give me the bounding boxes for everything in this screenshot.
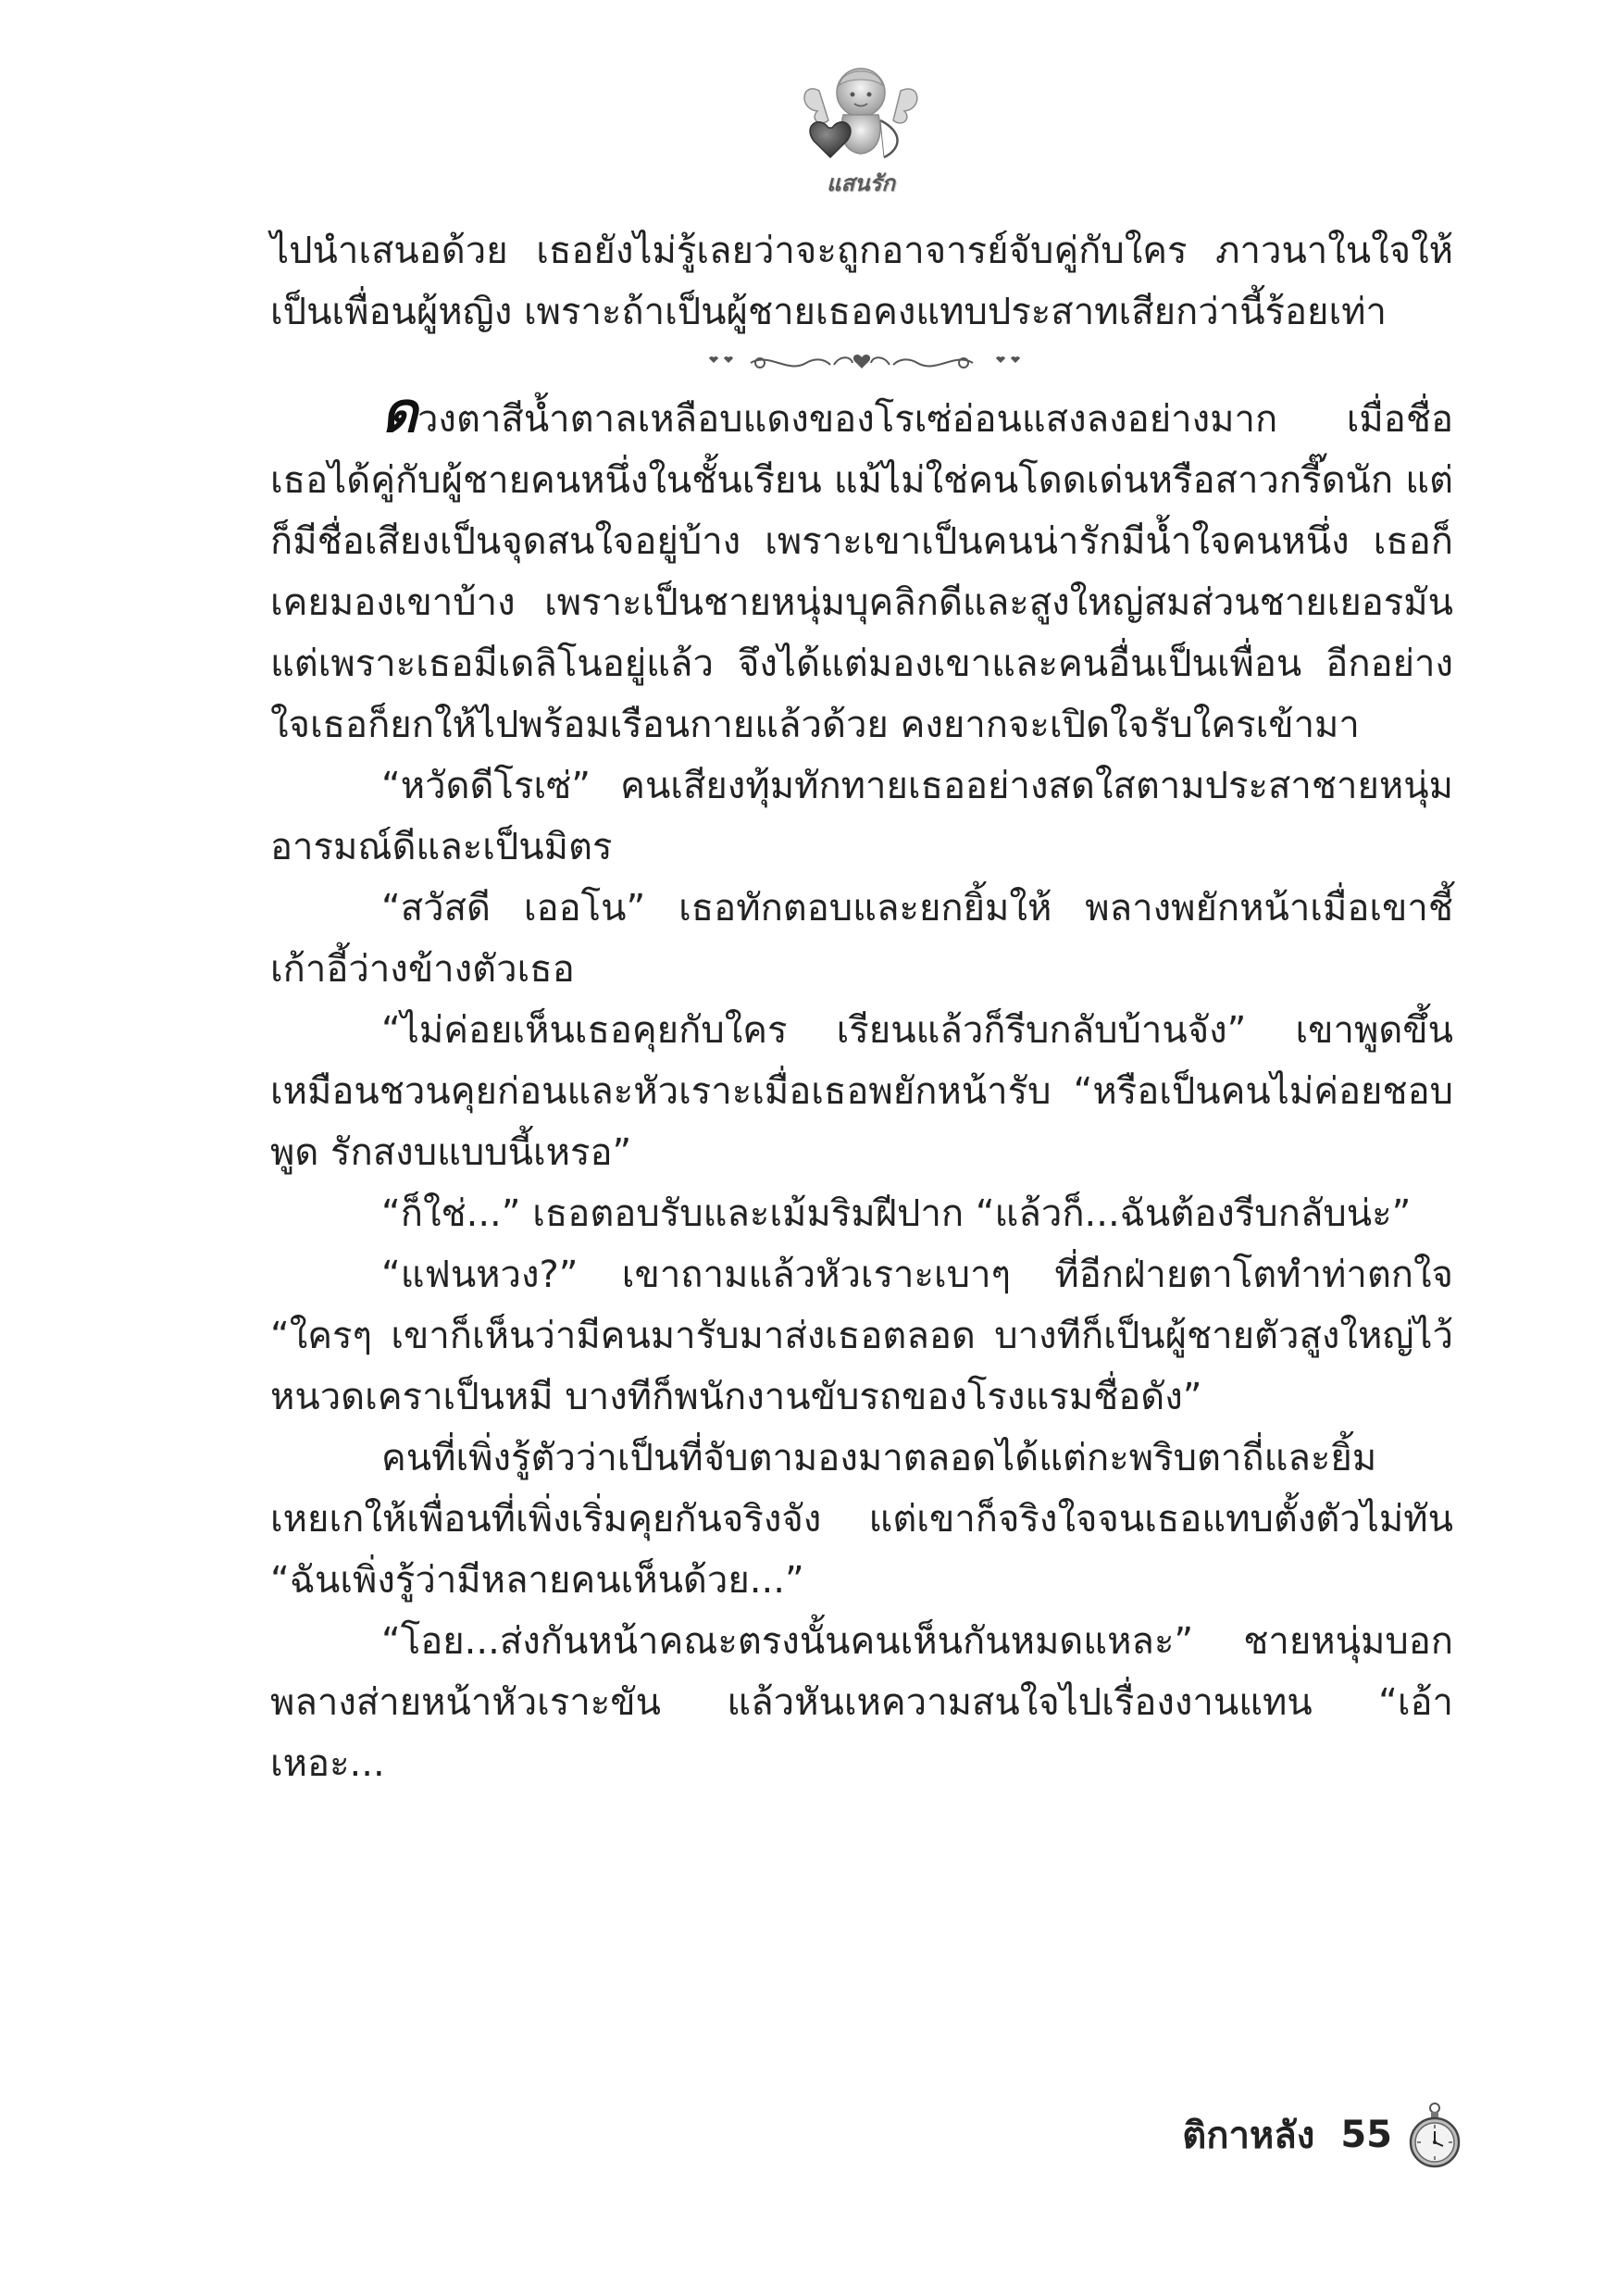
intro-paragraph: ไปนำเสนอด้วย เธอยังไม่รู้เลยว่าจะถูกอาจารย์จับคู่กับใคร ภาวนาในใจให้เป็นเพื่อนผู้หญิง เพราะถ้าเป็นผู้ชายเธอคงแทบประสาทเสียกว่านี้ร้อยเท่า xyxy=(270,230,1453,333)
logo-text: แสนรัก xyxy=(827,170,895,196)
series-logo xyxy=(791,54,930,196)
paragraph: “ก็ใช่...” เธอตอบรับและเม้มริมฝีปาก “แล้วก็...ฉันต้องรีบกลับน่ะ” xyxy=(381,1192,1412,1235)
drop-cap: ด xyxy=(381,381,417,445)
scroll-divider-icon xyxy=(686,344,1038,381)
pocket-watch-icon xyxy=(1407,2102,1462,2168)
page-number: 55 xyxy=(1340,2114,1392,2156)
page-footer xyxy=(1182,2102,1462,2168)
book-title: ติกาหลัง xyxy=(1182,2115,1315,2157)
paragraph: “ไม่ค่อยเห็นเธอคุยกับใคร เรียนแล้วก็รีบกลับบ้านจัง” เขาพูดขึ้นเหมือนชวนคุยก่อนและหัวเราะเมื่อเธอพยักหน้ารับ “หรือเป็นคนไม่ค่อยชอบพูด รักสงบแบบนี้เหรอ” xyxy=(270,1009,1453,1174)
first-paragraph-text: วงตาสีน้ำตาลเหลือบแดงของโรเซ่อ่อนแสงลงอย่างมาก เมื่อชื่อเธอได้คู่กับผู้ชายคนหนึ่งในชั้นเรียน แม้ไม่ใช่คนโดดเด่นหรือสาวกรี๊ดนัก แต่ก็มีชื่อเสียงเป็นจุดสนใจอยู่บ้าง เพราะเขาเป็นคนน่ารักมีน้ำใจคนหนึ่ง เธอก็เคยมองเขาบ้าง เพราะเป็นชายหนุ่มบุคลิกดีและสูงใหญ่สมส่วนชายเยอรมัน แต่เพราะเธอมีเดลิโนอยู่แล้ว จึงได้แต่มองเขาและคนอื่นเป็นเพื่อน อีกอย่างใจเธอก็ยกให้ไปพร้อมเรือนกายแล้วด้วย คงยากจะเปิดใจรับใครเข้ามา xyxy=(270,398,1453,746)
paragraph: “โอย...ส่งกันหน้าคณะตรงนั้นคนเห็นกันหมดแหละ” ชายหนุ่มบอกพลางส่ายหน้าหัวเราะขัน แล้วหันเหความสนใจไปเรื่องงานแทน “เอ้าเหอะ... xyxy=(270,1620,1453,1785)
paragraph: “แฟนหวง?” เขาถามแล้วหัวเราะเบาๆ ที่อีกฝ่ายตาโตทำท่าตกใจ “ใครๆ เขาก็เห็นว่ามีคนมารับมาส่งเธอตลอด บางทีก็เป็นผู้ชายตัวสูงใหญ่ไว้หนวดเคราเป็นหมี บางทีก็พนักงานขับรถของโรงแรมชื่อดัง” xyxy=(270,1254,1453,1418)
body-text xyxy=(270,220,1453,1794)
paragraph: “สวัสดี เออโน” เธอทักตอบและยกยิ้มให้ พลางพยักหน้าเมื่อเขาชี้เก้าอี้ว่างข้างตัวเธอ xyxy=(270,887,1453,991)
first-paragraph xyxy=(270,381,1453,755)
paragraph: คนที่เพิ่งรู้ตัวว่าเป็นที่จับตามองมาตลอดได้แต่กะพริบตาถี่และยิ้มเหยเกให้เพื่อนที่เพิ่งเริ่มคุยกันจริงจัง แต่เขาก็จริงใจจนเธอแทบตั้งตัวไม่ทัน “ฉันเพิ่งรู้ว่ามีหลายคนเห็นด้วย...” xyxy=(270,1437,1453,1602)
paragraph: “หวัดดีโรเซ่” คนเสียงทุ้มทักทายเธออย่างสดใสตามประสาชายหนุ่มอารมณ์ดีและเป็นมิตร xyxy=(270,765,1453,868)
